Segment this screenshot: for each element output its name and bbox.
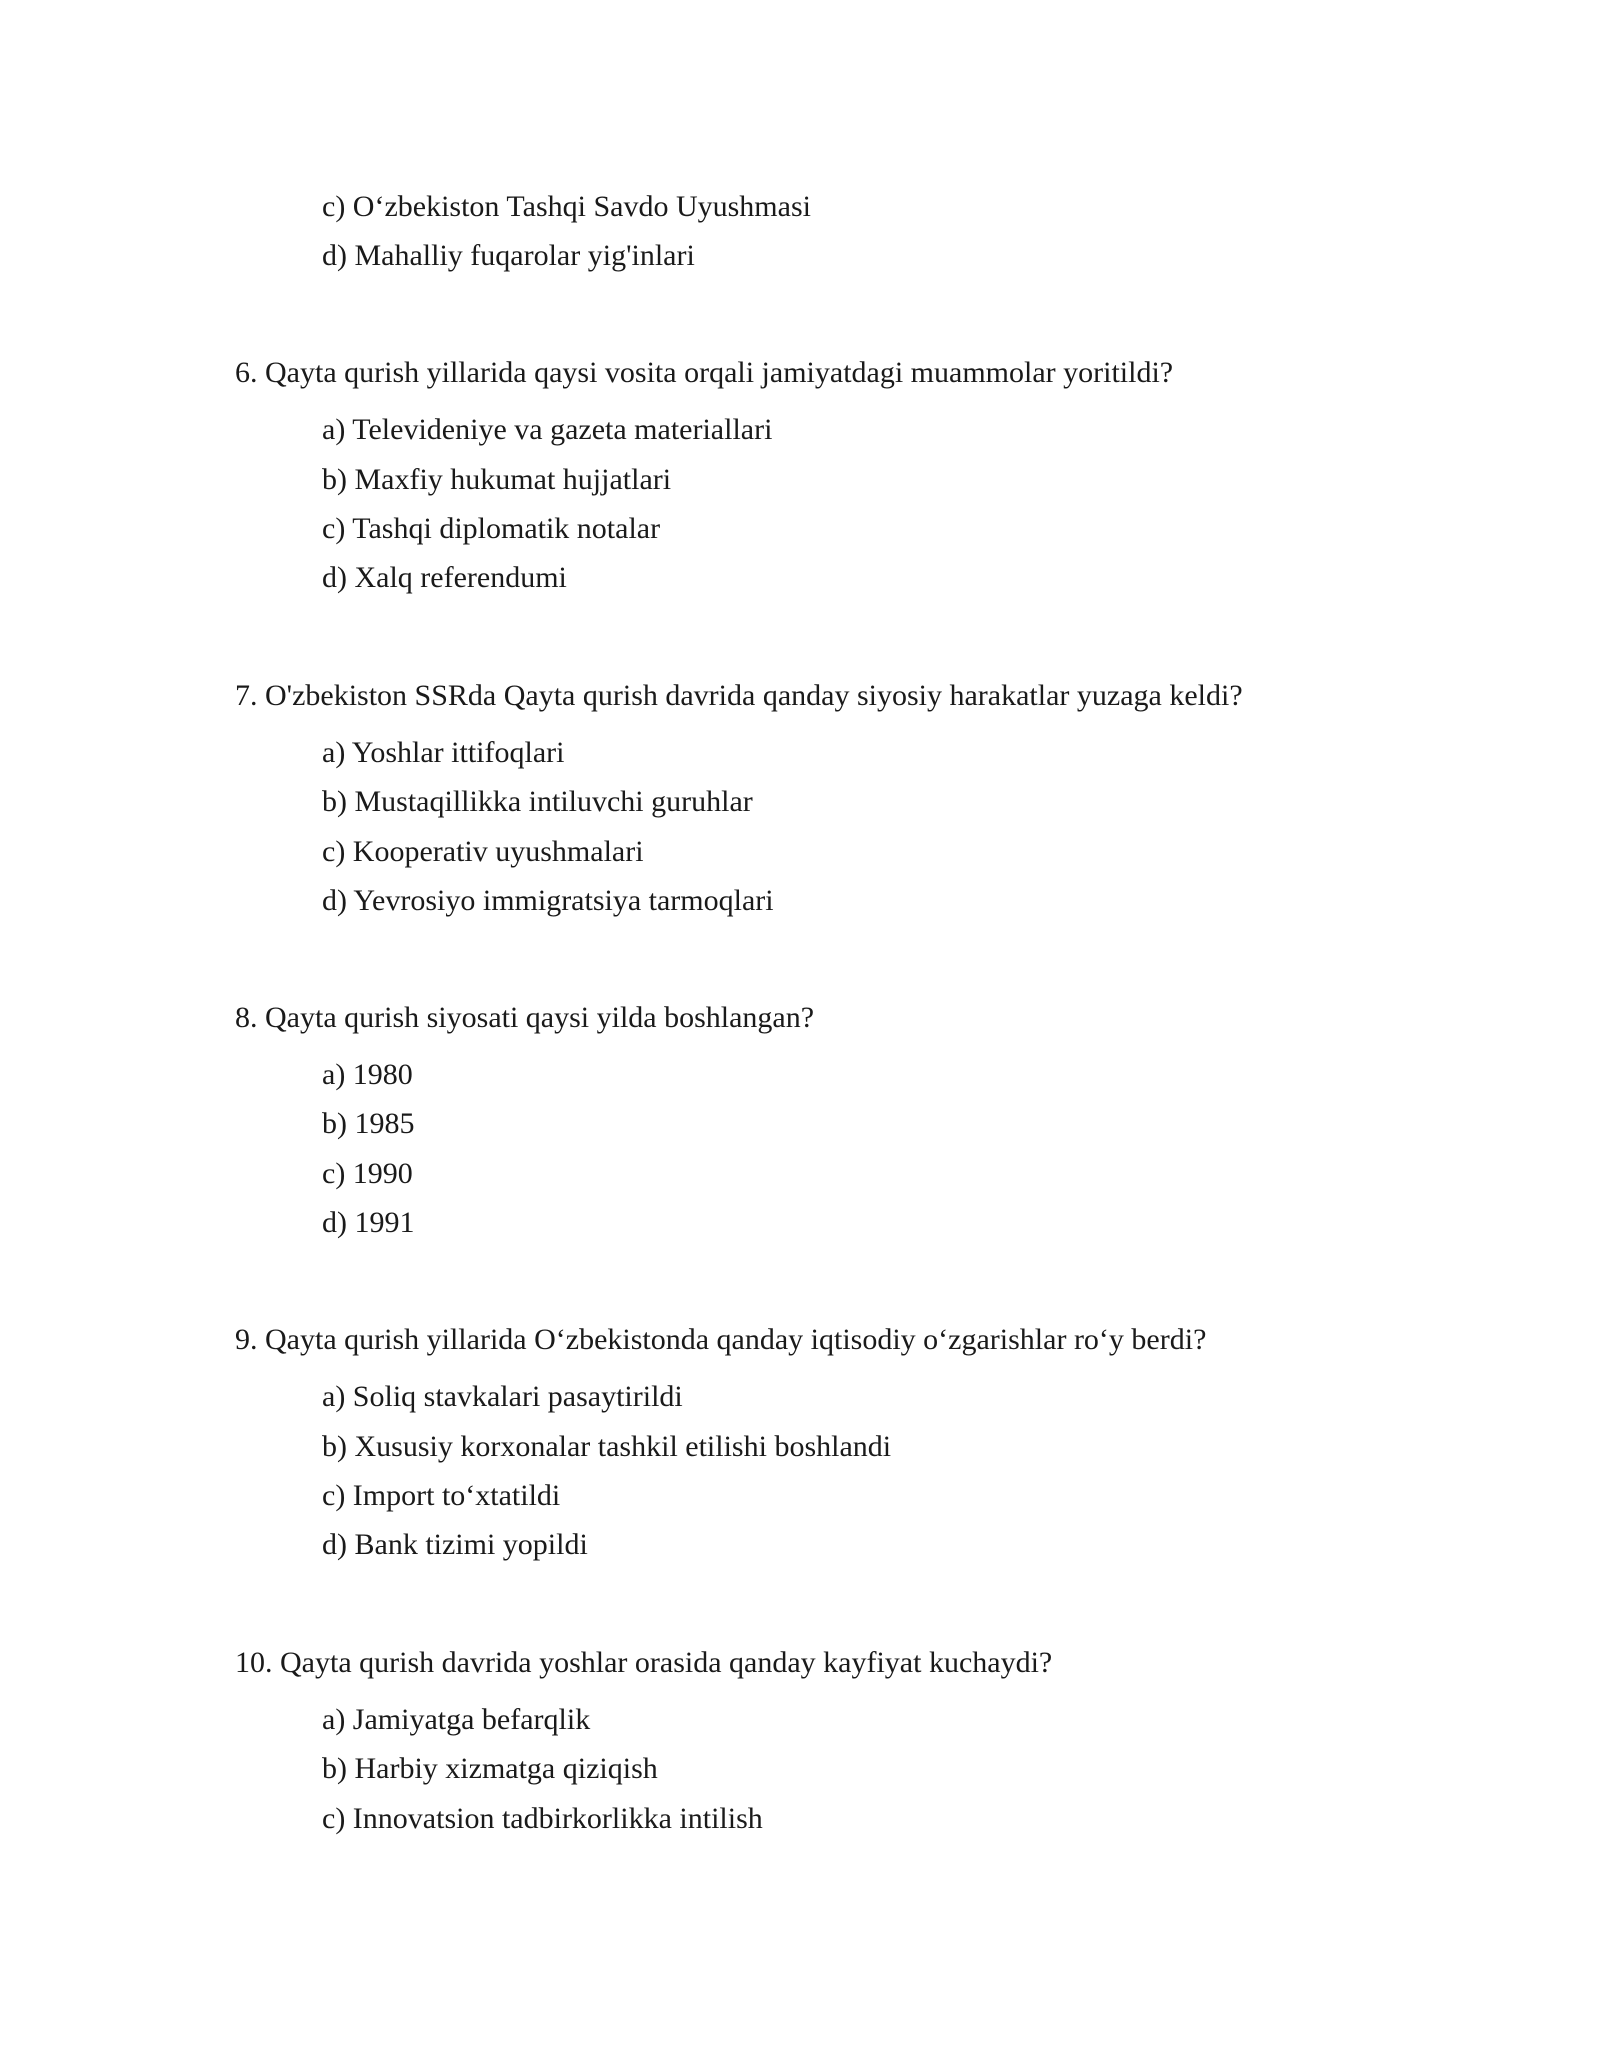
question-10-text: 10. Qayta qurish davrida yoshlar orasida qanday kayfiyat kuchaydi?: [235, 1646, 1053, 1679]
option-item: d) Yevrosiyo immigratsiya tarmoqlari: [322, 884, 774, 917]
option-item: b) 1985: [322, 1107, 415, 1140]
option-item: c) O‘zbekiston Tashqi Savdo Uyushmasi: [322, 190, 811, 223]
option-item: a) Televideniye va gazeta materiallari: [322, 413, 773, 446]
option-item: a) Soliq stavkalari pasaytirildi: [322, 1380, 683, 1413]
option-item: d) Bank tizimi yopildi: [322, 1528, 588, 1561]
option-item: c) Tashqi diplomatik notalar: [322, 512, 661, 545]
option-item: d) Mahalliy fuqarolar yig'inlari: [322, 239, 695, 272]
option-item: a) 1980: [322, 1058, 413, 1091]
option-item: c) Kooperativ uyushmalari: [322, 835, 644, 868]
question-8-text: 8. Qayta qurish siyosati qaysi yilda boshlangan?: [235, 1001, 815, 1034]
question-6-text: 6. Qayta qurish yillarida qaysi vosita orqali jamiyatdagi muammolar yoritildi?: [235, 356, 1174, 389]
option-item: c) Import to‘xtatildi: [322, 1479, 561, 1512]
option-item: a) Yoshlar ittifoqlari: [322, 736, 565, 769]
option-item: a) Jamiyatga befarqlik: [322, 1703, 591, 1736]
option-item: c) 1990: [322, 1157, 413, 1190]
option-item: d) Xalq referendumi: [322, 561, 567, 594]
option-item: d) 1991: [322, 1206, 415, 1239]
question-7-text: 7. O'zbekiston SSRda Qayta qurish davrida qanday siyosiy harakatlar yuzaga keldi?: [235, 679, 1243, 712]
question-9-text: 9. Qayta qurish yillarida O‘zbekistonda qanday iqtisodiy o‘zgarishlar ro‘y berdi?: [235, 1323, 1207, 1356]
option-item: b) Mustaqillikka intiluvchi guruhlar: [322, 785, 753, 818]
option-item: b) Harbiy xizmatga qiziqish: [322, 1752, 658, 1785]
option-item: c) Innovatsion tadbirkorlikka intilish: [322, 1802, 763, 1835]
option-item: b) Xususiy korxonalar tashkil etilishi boshlandi: [322, 1430, 892, 1463]
option-item: b) Maxfiy hukumat hujjatlari: [322, 463, 672, 496]
